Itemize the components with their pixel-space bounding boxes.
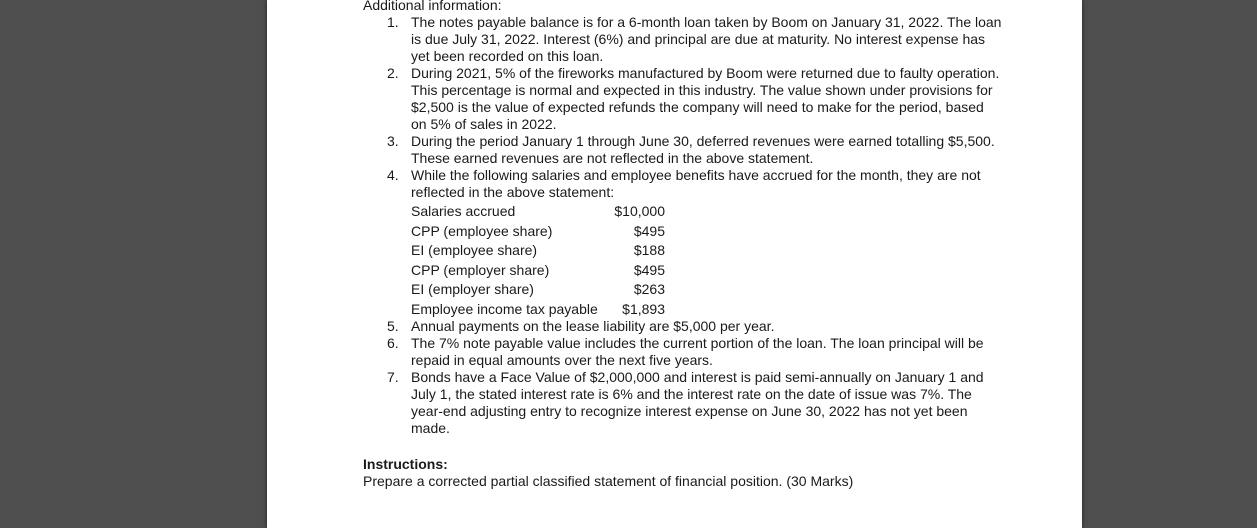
list-number: 3. (387, 133, 399, 149)
list-number: 7. (387, 368, 399, 385)
table-row (411, 242, 665, 262)
document-page (267, 0, 1082, 528)
list-item (363, 65, 1003, 133)
list-number: 5. (387, 317, 399, 334)
list-item (363, 335, 1003, 369)
table-row (411, 223, 665, 243)
list-item-text: Annual payments on the lease liability are $5,000 per year. (411, 317, 775, 334)
list-item-text: Bonds have a Face Value of $2,000,000 and interest is paid semi-annually on January 1 and July 1, the stated interest rate is 6% and the interest rate on the date of issue was 7%. The year-end adjusting entry to recognize interest expense on June 30, 2022 has not yet been made. (411, 368, 984, 436)
benefit-label: EI (employer share) (411, 281, 534, 297)
list-item (363, 369, 1003, 437)
list-number: 4. (387, 167, 399, 183)
benefit-amount: $188 (633, 242, 665, 258)
list-item (363, 167, 1003, 318)
list-item-text: The notes payable balance is for a 6-month loan taken by Boom on January 31, 2022. The loan is due July 31, 2022. Interest (6%) and principal are due at maturity. No interest expense has yet been recorded on this loan. (411, 14, 1002, 64)
benefit-label: CPP (employer share) (411, 261, 550, 278)
section-heading: Additional information: (363, 0, 502, 13)
list-item (363, 14, 1003, 65)
benefit-label: EI (employee share) (411, 242, 538, 258)
list-item-text: During the period January 1 through June 30, deferred revenues were earned totalling $5,500. These earned revenues are not reflected in the above statement. (411, 133, 995, 166)
benefit-amount: $495 (633, 222, 665, 239)
notes-list (363, 14, 1003, 437)
page-content (363, 0, 1003, 490)
benefit-label: Salaries accrued (411, 203, 516, 219)
list-item-text: The 7% note payable value includes the current portion of the loan. The loan principal will be repaid in equal amounts over the next five years. (411, 334, 984, 368)
list-item-text: While the following salaries and employee benefits have accrued for the month, they are not reflected in the above statement: (411, 167, 981, 200)
benefit-amount: $1,893 (622, 300, 665, 317)
benefit-amount: $263 (633, 281, 665, 297)
list-number: 2. (387, 65, 399, 81)
benefit-label: Employee income tax payable (411, 300, 598, 317)
benefit-amount: $10,000 (614, 203, 665, 219)
list-item-text: During 2021, 5% of the fireworks manufactured by Boom were returned due to faulty operation. This percentage is normal and expected in this industry. The value shown under provisions for $2,500 is the value of expected refunds the company will need to make for the period, based on 5% of sales in 2022. (411, 65, 1000, 132)
table-row (411, 203, 665, 223)
table-row (411, 301, 665, 318)
list-number: 1. (387, 14, 399, 30)
table-row (411, 281, 665, 301)
table-row (411, 262, 665, 282)
instructions-text: Prepare a corrected partial classified statement of financial position. (30 Marks) (363, 472, 854, 489)
list-item (363, 318, 1003, 335)
benefits-table (411, 203, 665, 318)
benefit-amount: $495 (633, 261, 665, 278)
list-number: 6. (387, 334, 399, 351)
instructions-heading: Instructions: (363, 455, 448, 472)
list-item (363, 133, 1003, 167)
benefit-label: CPP (employee share) (411, 222, 553, 239)
